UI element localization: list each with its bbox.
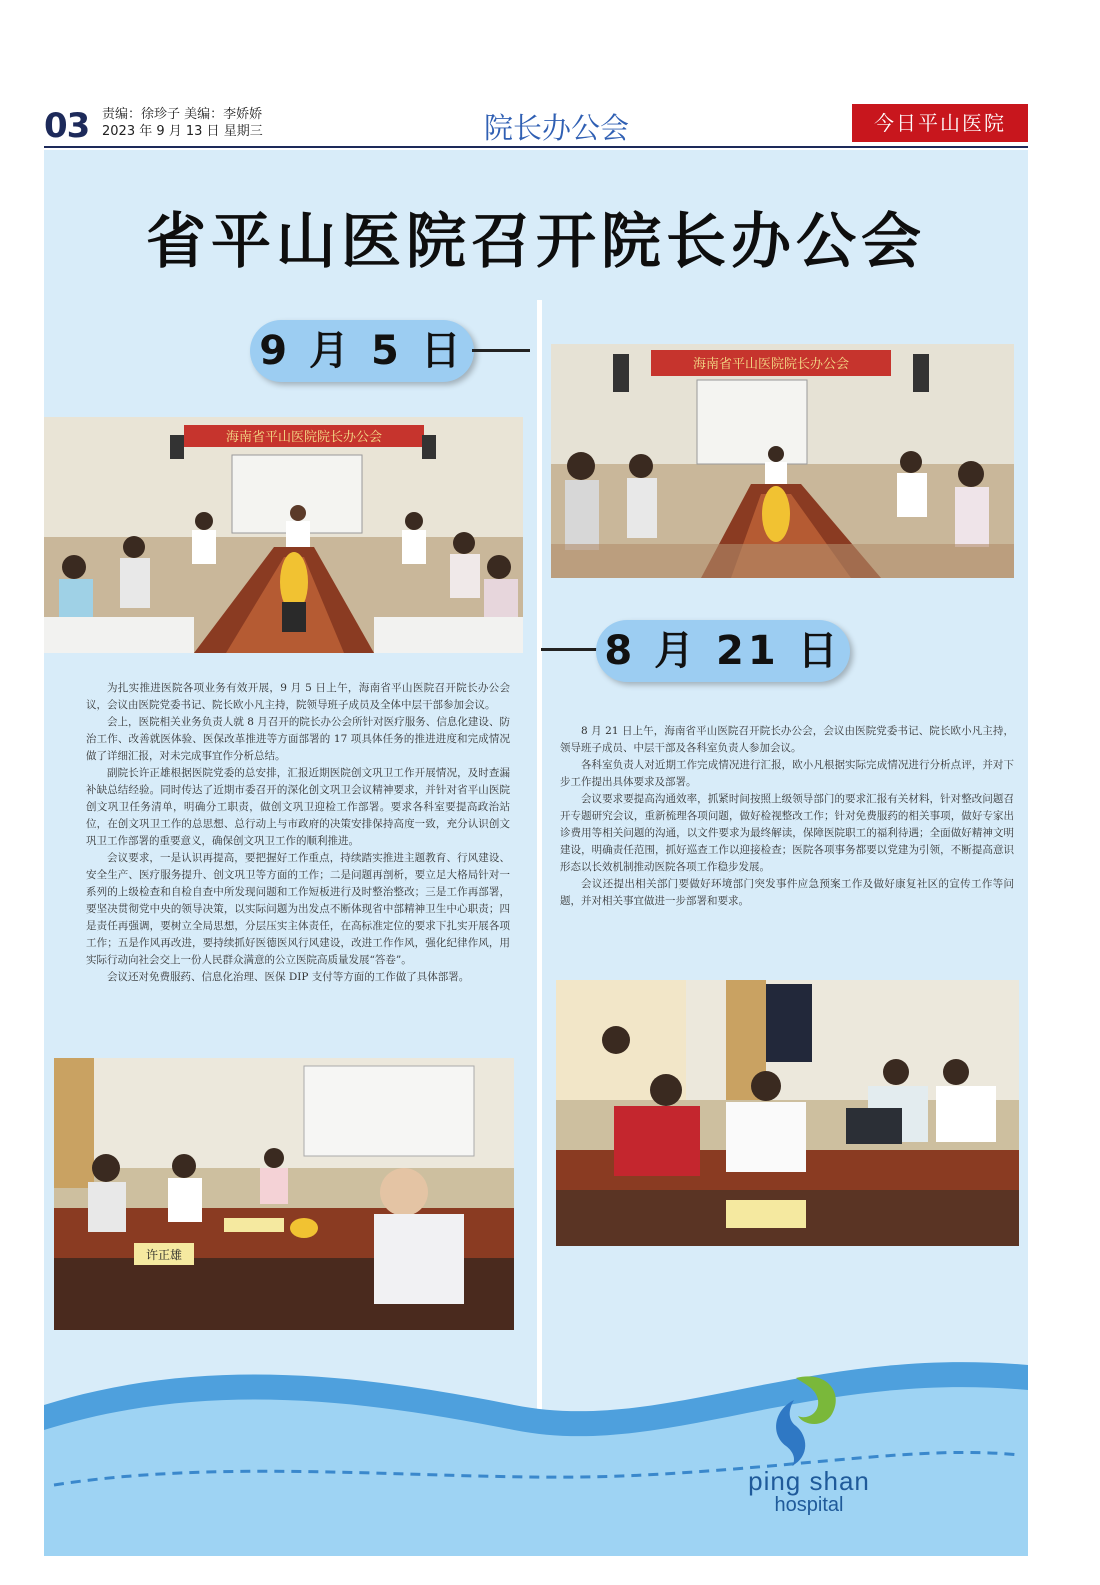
date-connector-left [472, 349, 530, 352]
section-title: 院长办公会 [484, 111, 630, 145]
main-panel [44, 150, 1028, 1556]
nameplate-text: 许正雄 [145, 1248, 183, 1262]
photo-banner-text: 海南省平山医院院长办公会 [225, 430, 383, 445]
date-connector-right [541, 648, 597, 651]
article-paragraph: 会议要求要提高沟通效率，抓紧时间按照上级领导部门的要求汇报有关材料，针对整改问题召开专题研究会议，重新梳理各项问题，做好检视整改工作；针对免费服药的相关事项，做好专家出诊费用等相关问题的沟通，以文件要求为最终解读，保障医院职工的福利待遇；全面做好精神文明建设，明确责任范围，抓好巡查工作以迎接检查；医院各项事务都要以党建为引领，不断提高意识形态以长效机制推动医院各项工作稳步发展。 [560, 793, 1014, 873]
article-sep-5 [86, 680, 510, 986]
article-paragraph: 各科室负责人对近期工作完成情况进行汇报，欧小凡根据实际完成情况进行分析点评，并对下步工作提出具体要求及部署。 [560, 759, 1014, 788]
column-divider [537, 300, 542, 1450]
hospital-logo [734, 1370, 924, 1540]
meeting-photo-aug-21-b [556, 980, 1019, 1246]
logo-subtitle: hospital [774, 1494, 844, 1516]
article-aug-21 [560, 723, 1014, 910]
article-paragraph: 会议还提出相关部门要做好环境部门突发事件应急预案工作及做好康复社区的宣传工作等问题，并对相关事宜做进一步部署和要求。 [560, 878, 1014, 907]
article-paragraph: 副院长许正雄根据医院党委的总安排，汇报近期医院创文巩卫工作开展情况，及时查漏补缺总结经验。同时传达了近期市委召开的深化创文巩卫会议精神要求，并针对省平山医院创文巩卫任务清单，明确分工职责，做创文巩卫迎检工作部署。要求各科室要提高政治站位，在创文巩卫工作的总思想、总行动上与市政府的决策安排保持高度一致，充分认识创文巩卫工作部署的重要意义，确保创文巩卫工作的顺利推进。 [86, 767, 510, 847]
editor-line: 责编：徐珍子 美编：李娇娇 [102, 107, 263, 122]
photo-banner-text: 海南省平山医院院长办公会 [692, 357, 850, 372]
article-paragraph: 为扎实推进医院各项业务有效开展，9 月 5 日上午，海南省平山医院召开院长办公会议，会议由医院党委书记、院长欧小凡主持，院领导班子成员及全体中层干部参加会议。 [86, 682, 510, 711]
brand-badge: 今日平山医院 [852, 104, 1028, 142]
logo-mark-icon [734, 1370, 884, 1466]
article-paragraph: 会议要求，一是认识再提高，要把握好工作重点，持续踏实推进主题教育、行风建设、安全生产、医疗服务提升、创文巩卫等方面的工作；二是问题再剖析，要立足大格局针对一系列的上级检查和自检自查中所发现问题和工作短板进行及时整治整改；三是工作再部署，要坚决贯彻党中央的领导决策，以实际问题为出发点不断体现省中部精神卫生中心职责；四是责任再强调，要树立全局思想，分层压实主体责任，在高标准定位的要求下扎实开展各项工作；五是作风再改进，要持续抓好医德医风行风建设，改进工作作风，强化纪律作风，用实际行动向社会交上一份人民群众满意的公立医院高质量发展“答卷”。 [86, 852, 510, 966]
date-badge-aug-21: 8 月 21 日 [596, 620, 850, 682]
date-badge-sep-5: 9 月 5 日 [250, 320, 474, 382]
page-title: 省平山医院召开院长办公会 [146, 207, 926, 277]
article-paragraph: 会上，医院相关业务负责人就 8 月召开的院长办公会所针对医疗服务、信息化建设、防治工作、改善就医体验、医保改革推进等方面部署的 17 项具体任务的推进进度和完成情况做了详细汇报，对未完成事宜作分析总结。 [86, 716, 510, 762]
article-paragraph: 会议还对免费服药、信息化治理、医保 DIP 支付等方面的工作做了具体部署。 [107, 971, 470, 983]
page-number: 03 [44, 106, 90, 146]
logo-wordmark: ping shan [748, 1466, 870, 1496]
page-header [44, 102, 1028, 148]
meeting-photo-sep-5-a [44, 417, 523, 653]
article-paragraph: 8 月 21 日上午，海南省平山医院召开院长办公会，会议由医院党委书记、院长欧小凡主持，领导班子成员、中层干部及各科室负责人参加会议。 [560, 725, 1014, 754]
issue-date: 2023 年 9 月 13 日 星期三 [102, 124, 263, 139]
meeting-photo-aug-21-a [551, 344, 1014, 578]
meeting-photo-sep-5-b [54, 1058, 514, 1330]
masthead-info [102, 106, 263, 140]
